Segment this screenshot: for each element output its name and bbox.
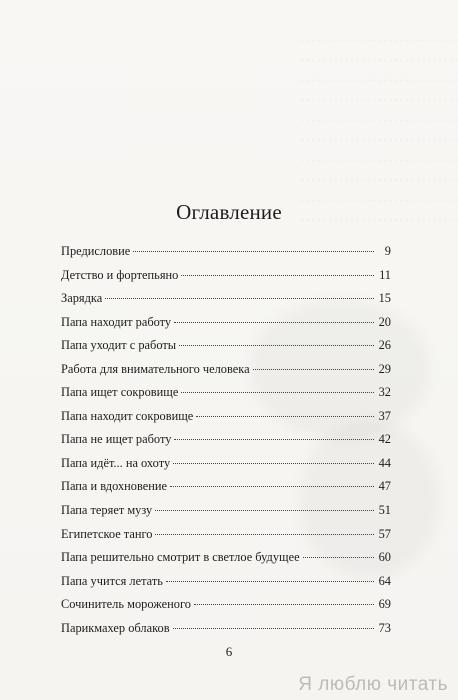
toc-entry[interactable] [61,244,391,268]
toc-entry[interactable] [61,503,391,527]
toc-list [61,244,391,644]
toc-entry[interactable] [61,432,391,456]
dot-leader [133,251,374,252]
toc-entry-label: Папа теряет музу [61,503,153,518]
toc-entry-page: 44 [378,455,391,470]
toc-entry-page: 47 [378,479,391,494]
dot-leader [181,392,374,393]
toc-entry[interactable] [61,621,391,645]
dot-leader [170,486,374,487]
toc-entry[interactable] [61,338,391,362]
page-number: 6 [225,644,233,659]
dot-leader [179,345,374,346]
dot-leader [181,275,374,276]
dot-leader [166,581,374,582]
toc-entry-page: 64 [378,573,391,588]
toc-entry-page: 9 [384,244,391,258]
toc-entry-page: 51 [378,503,391,518]
toc-entry-label: Детство и фортепьяно [61,267,179,282]
dot-leader [105,298,374,299]
toc-entry-page: 26 [378,338,391,353]
dot-leader [194,604,374,605]
watermark-text: Я люблю читать [298,674,448,695]
toc-entry[interactable] [61,362,391,386]
toc-entry-label: Папа и вдохновение [61,479,168,494]
toc-entry[interactable] [61,597,391,621]
toc-entry-label: Папа уходит с работы [61,338,177,353]
toc-entry-page: 57 [378,526,391,541]
toc-entry-page: 69 [378,597,391,612]
toc-entry-page: 37 [378,408,391,423]
toc-entry-page: 73 [378,620,391,635]
toc-entry-page: 29 [378,361,391,376]
dot-leader [196,416,374,417]
toc-entry[interactable] [61,409,391,433]
toc-entry-label: Папа находит сокровище [61,408,194,423]
toc-entry-label: Папа не ищет работу [61,432,172,447]
toc-entry-label: Папа ищет сокровище [61,385,179,400]
toc-entry[interactable] [61,479,391,503]
toc-entry[interactable] [61,291,391,315]
toc-entry-label: Папа идёт... на охоту [61,455,171,470]
dot-leader [174,322,374,323]
toc-entry-page: 15 [378,291,391,306]
toc-entry-label: Египетское танго [61,526,153,541]
toc-entry-label: Работа для внимательного человека [61,361,250,376]
toc-entry-label: Предисловие [61,244,131,258]
toc-entry[interactable] [61,527,391,551]
toc-title: Оглавление [176,200,282,224]
toc-entry-label: Сочинитель мороженого [61,597,191,612]
dot-leader [173,628,374,629]
toc-entry-page: 11 [379,267,391,282]
dot-leader [253,369,374,370]
toc-entry-page: 42 [378,432,391,447]
toc-entry[interactable] [61,268,391,292]
dot-leader [173,463,374,464]
bleed-through-text: . . . . . . . . . . . . . . . . . . . . . . . . . . . . . . . . . . . . . . . . . . . . . . . . . . . . . . . . . . . . . . . . . . . . . . . . . . . . . . . . . . . . . . . . . . . . . . . . . . . . . . . . . . . . . . . . . . . . . . . . . . . . . . . . . . . . . . . . . . . . . . . . . . . . . . . . . . . . . . . . . . . . . . . . . . . . . . . . . . . . . . . . . . . . . . . . . . . . . . . . . . . . . . . . . . . . . . . . . . . . . . . . . . . . . . . . . . . . . . . . . . . . . . . . . . . . . . . . . . . . . . . . . . . . . . . . . . . . . . . . . . . . . . . . . . [301,32,458,224]
toc-entry[interactable] [61,550,391,574]
toc-entry[interactable] [61,456,391,480]
toc-entry-label: Парикмахер облаков [61,620,170,635]
dot-leader [174,439,374,440]
dot-leader [155,534,374,535]
toc-entry-page: 60 [378,550,391,565]
toc-entry[interactable] [61,574,391,598]
toc-entry-label: Зарядка [61,291,103,306]
toc-entry-page: 32 [378,385,391,400]
toc-entry-label: Папа находит работу [61,314,172,329]
toc-entry-label: Папа учится летать [61,573,163,588]
toc-entry[interactable] [61,385,391,409]
toc-entry-label: Папа решительно смотрит в светлое будущее [61,550,300,565]
toc-entry-page: 20 [378,314,391,329]
dot-leader [155,510,374,511]
dot-leader [303,557,374,558]
toc-entry[interactable] [61,315,391,339]
